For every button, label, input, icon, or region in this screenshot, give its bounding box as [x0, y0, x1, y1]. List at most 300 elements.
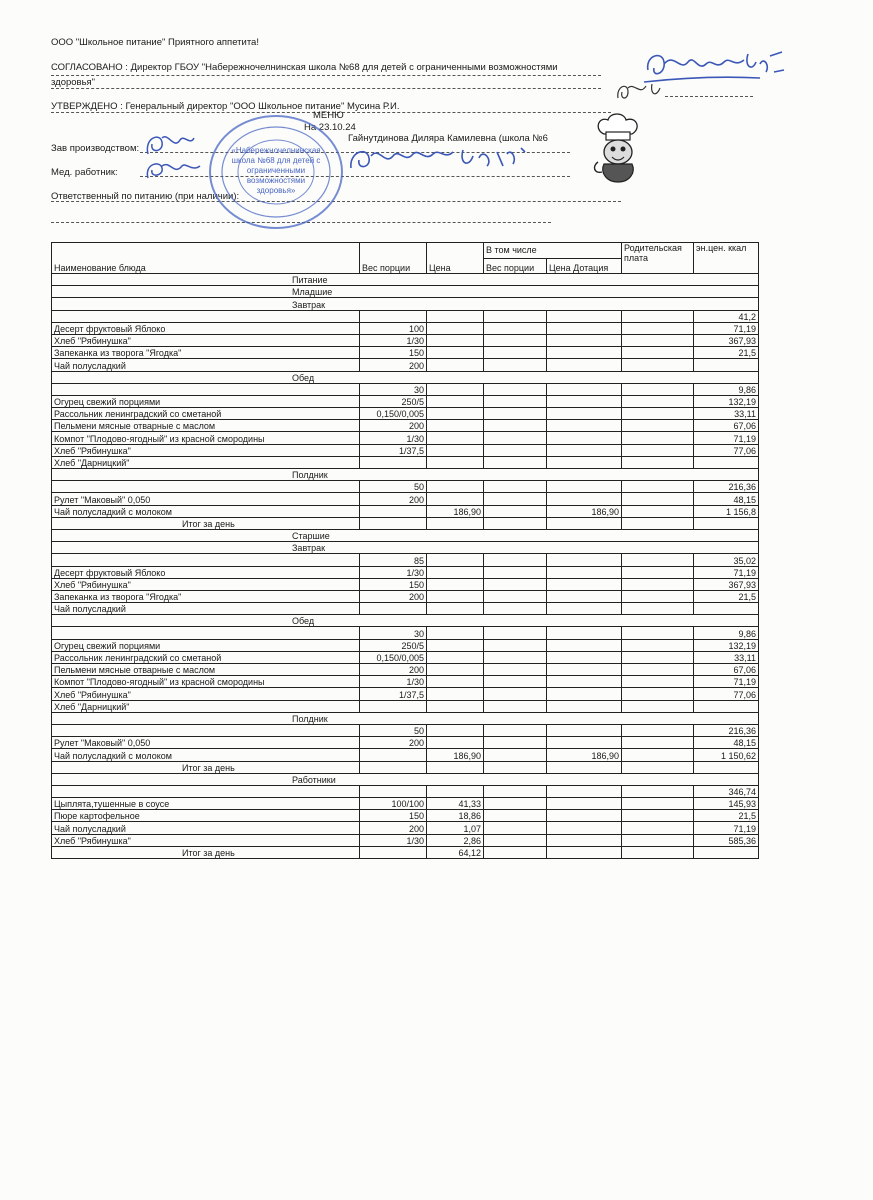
kcal-cell: 9,86 [694, 627, 759, 639]
dish-name-cell: Огурец свежий порциями [52, 395, 360, 407]
agreed-underline-2 [51, 88, 601, 89]
kcal-cell [694, 761, 759, 773]
table-row [52, 334, 759, 346]
seal-line-1: «Набережночелнинская [231, 146, 321, 155]
responsible-label: Ответственный по питанию (при наличии): [51, 191, 240, 202]
portion-cell: 100 [360, 322, 427, 334]
dish-name-cell: Хлеб "Рябинушка" [52, 578, 360, 590]
col-header-price: Цена [427, 243, 484, 274]
subsidy-price-cell [547, 420, 622, 432]
dish-name-cell: Компот "Плодово-ягодный" из красной смородины [52, 432, 360, 444]
medic-signature [140, 156, 210, 184]
table-row [52, 310, 759, 322]
section-label: Обед [52, 371, 759, 383]
agreed-underline [51, 75, 601, 76]
parent-fee-cell [622, 798, 694, 810]
subsidy-price-cell [547, 383, 622, 395]
dish-name-cell: Десерт фруктовый Яблоко [52, 322, 360, 334]
sub-portion-cell [484, 359, 547, 371]
parent-fee-cell [622, 456, 694, 468]
subsidy-price-cell [547, 846, 622, 858]
table-row [52, 737, 759, 749]
price-cell [427, 664, 484, 676]
subsidy-price-cell [547, 432, 622, 444]
price-cell [427, 517, 484, 529]
sub-portion-cell [484, 505, 547, 517]
price-cell [427, 334, 484, 346]
subsidy-price-cell [547, 578, 622, 590]
sub-portion-cell [484, 785, 547, 797]
table-row [52, 798, 759, 810]
table-row [52, 505, 759, 517]
portion-cell [360, 761, 427, 773]
parent-fee-cell [622, 408, 694, 420]
parent-fee-cell [622, 822, 694, 834]
table-row [52, 322, 759, 334]
sub-portion-cell [484, 444, 547, 456]
table-row [52, 676, 759, 688]
portion-cell [360, 456, 427, 468]
parent-fee-cell [622, 481, 694, 493]
kcal-cell: 21,5 [694, 810, 759, 822]
portion-cell: 50 [360, 481, 427, 493]
parent-fee-cell [622, 651, 694, 663]
table-row [52, 724, 759, 736]
subsidy-price-cell [547, 737, 622, 749]
price-cell: 18,86 [427, 810, 484, 822]
total-row [52, 761, 759, 773]
sub-portion-cell [484, 456, 547, 468]
kcal-cell: 9,86 [694, 383, 759, 395]
dish-name-cell: Цыплята,тушенные в соусе [52, 798, 360, 810]
kcal-cell [694, 603, 759, 615]
sub-portion-cell [484, 651, 547, 663]
col-header-energy: эн.цен. ккал [694, 243, 759, 274]
seal-line-3: ограниченными [246, 166, 306, 175]
table-row [52, 456, 759, 468]
dish-name-cell [52, 554, 360, 566]
approved-line: УТВЕРЖДЕНО : Генеральный директор "ООО Школьное питание" Мусина Р.И. [51, 101, 400, 112]
price-cell [427, 456, 484, 468]
agreed-line-continued: здоровья" [51, 77, 96, 88]
table-row [52, 493, 759, 505]
dish-name-cell: Хлеб "Дарницкий" [52, 456, 360, 468]
parent-fee-cell [622, 383, 694, 395]
dish-name-cell: Итог за день [52, 761, 360, 773]
parent-fee-cell [622, 737, 694, 749]
sub-portion-cell [484, 420, 547, 432]
kcal-cell: 67,06 [694, 664, 759, 676]
price-cell [427, 603, 484, 615]
parent-fee-cell [622, 554, 694, 566]
portion-cell: 100/100 [360, 798, 427, 810]
subsidy-price-cell [547, 688, 622, 700]
price-cell [427, 310, 484, 322]
subsidy-price-cell [547, 481, 622, 493]
subsidy-price-cell [547, 334, 622, 346]
price-cell: 2,86 [427, 834, 484, 846]
price-cell [427, 566, 484, 578]
company-line: ООО "Школьное питание" Приятного аппетита! [51, 37, 259, 48]
kcal-cell: 41,2 [694, 310, 759, 322]
portion-cell [360, 517, 427, 529]
dish-name-cell: Хлеб "Рябинушка" [52, 444, 360, 456]
table-row [52, 432, 759, 444]
subsidy-price-cell [547, 517, 622, 529]
approved-sign-line [665, 96, 753, 97]
portion-cell: 200 [360, 737, 427, 749]
section-row [52, 529, 759, 541]
price-cell [427, 627, 484, 639]
dish-name-cell: Хлеб "Рябинушка" [52, 334, 360, 346]
section-row [52, 286, 759, 298]
portion-cell [360, 749, 427, 761]
kcal-cell [694, 517, 759, 529]
kcal-cell: 367,93 [694, 334, 759, 346]
portion-cell [360, 310, 427, 322]
kcal-cell [694, 359, 759, 371]
parent-fee-cell [622, 724, 694, 736]
col-header-portion: Вес порции [360, 243, 427, 274]
price-cell [427, 432, 484, 444]
total-row [52, 846, 759, 858]
table-row [52, 834, 759, 846]
table-row [52, 383, 759, 395]
subsidy-price-cell [547, 359, 622, 371]
kcal-cell: 35,02 [694, 554, 759, 566]
subsidy-price-cell [547, 590, 622, 602]
nurse-signature [345, 138, 545, 178]
parent-fee-cell [622, 359, 694, 371]
col-header-parent: Родительская плата [622, 243, 694, 274]
sub-portion-cell [484, 737, 547, 749]
price-cell [427, 737, 484, 749]
table-row [52, 603, 759, 615]
sub-portion-cell [484, 395, 547, 407]
parent-fee-cell [622, 505, 694, 517]
dish-name-cell: Итог за день [52, 846, 360, 858]
table-row [52, 822, 759, 834]
seal-line-5: здоровья» [256, 186, 296, 195]
portion-cell: 1/37,5 [360, 444, 427, 456]
subsidy-price-cell [547, 456, 622, 468]
sub-portion-cell [484, 432, 547, 444]
portion-cell: 1/37,5 [360, 688, 427, 700]
dish-name-cell: Чай полусладкий с молоком [52, 505, 360, 517]
section-row [52, 542, 759, 554]
portion-cell: 250/5 [360, 395, 427, 407]
section-label: Старшие [52, 529, 759, 541]
price-cell [427, 420, 484, 432]
portion-cell [360, 846, 427, 858]
section-label: Завтрак [52, 298, 759, 310]
portion-cell: 200 [360, 359, 427, 371]
section-row [52, 469, 759, 481]
kcal-cell: 21,5 [694, 590, 759, 602]
kcal-cell: 1 150,62 [694, 749, 759, 761]
section-label: Полдник [52, 469, 759, 481]
table-row [52, 688, 759, 700]
section-label: Завтрак [52, 542, 759, 554]
kcal-cell: 585,36 [694, 834, 759, 846]
subsidy-price-cell [547, 566, 622, 578]
table-row [52, 444, 759, 456]
agreed-line: СОГЛАСОВАНО : Директор ГБОУ "Набережночелнинская школа №68 для детей с ограниченными возможностями [51, 62, 558, 73]
menu-table [51, 242, 759, 859]
organization-seal [206, 112, 346, 232]
portion-cell: 200 [360, 493, 427, 505]
price-cell: 41,33 [427, 798, 484, 810]
dish-name-cell: Рассольник ленинградский со сметаной [52, 651, 360, 663]
approved-signature [612, 76, 672, 106]
table-header-row-1 [52, 243, 759, 259]
sub-portion-cell [484, 639, 547, 651]
table-row [52, 810, 759, 822]
sub-portion-cell [484, 590, 547, 602]
sub-portion-cell [484, 664, 547, 676]
parent-fee-cell [622, 834, 694, 846]
dish-name-cell: Запеканка из творога "Ягодка" [52, 347, 360, 359]
portion-cell: 0,150/0,005 [360, 408, 427, 420]
parent-fee-cell [622, 761, 694, 773]
dish-name-cell: Запеканка из творога "Ягодка" [52, 590, 360, 602]
sub-portion-cell [484, 481, 547, 493]
subsidy-price-cell [547, 444, 622, 456]
kcal-cell [694, 700, 759, 712]
sub-portion-cell [484, 834, 547, 846]
seal-line-4: возможностями [246, 176, 306, 185]
table-row [52, 481, 759, 493]
sub-portion-cell [484, 566, 547, 578]
parent-fee-cell [622, 334, 694, 346]
table-row [52, 785, 759, 797]
dish-name-cell: Чай полусладкий с молоком [52, 749, 360, 761]
price-cell [427, 700, 484, 712]
section-row [52, 274, 759, 286]
parent-fee-cell [622, 664, 694, 676]
subsidy-price-cell [547, 822, 622, 834]
sub-portion-cell [484, 347, 547, 359]
subsidy-price-cell [547, 493, 622, 505]
table-row [52, 627, 759, 639]
price-cell [427, 590, 484, 602]
table-row [52, 639, 759, 651]
subsidy-price-cell [547, 554, 622, 566]
parent-fee-cell [622, 347, 694, 359]
subsidy-price-cell [547, 785, 622, 797]
dish-name-cell: Чай полусладкий [52, 359, 360, 371]
dish-name-cell [52, 383, 360, 395]
portion-cell: 30 [360, 383, 427, 395]
table-row [52, 566, 759, 578]
kcal-cell: 48,15 [694, 493, 759, 505]
portion-cell: 200 [360, 664, 427, 676]
kcal-cell: 48,15 [694, 737, 759, 749]
portion-cell: 250/5 [360, 639, 427, 651]
kcal-cell: 77,06 [694, 444, 759, 456]
portion-cell: 200 [360, 420, 427, 432]
portion-cell [360, 785, 427, 797]
parent-fee-cell [622, 639, 694, 651]
menu-title: МЕНЮ [313, 110, 344, 121]
head-of-production-label: Зав производством: [51, 143, 140, 154]
dish-name-cell: Пельмени мясные отварные с маслом [52, 420, 360, 432]
dish-name-cell [52, 481, 360, 493]
sub-portion-cell [484, 688, 547, 700]
section-label: Младшие [52, 286, 759, 298]
kcal-cell: 132,19 [694, 639, 759, 651]
kcal-cell: 33,11 [694, 408, 759, 420]
portion-cell: 50 [360, 724, 427, 736]
subsidy-price-cell [547, 676, 622, 688]
table-row [52, 347, 759, 359]
subsidy-price-cell [547, 834, 622, 846]
subsidy-price-cell [547, 651, 622, 663]
kcal-cell: 1 156,8 [694, 505, 759, 517]
sub-portion-cell [484, 517, 547, 529]
portion-cell: 1/30 [360, 566, 427, 578]
parent-fee-cell [622, 322, 694, 334]
total-row [52, 517, 759, 529]
table-row [52, 395, 759, 407]
table-row [52, 554, 759, 566]
subsidy-price-cell [547, 761, 622, 773]
sub-portion-cell [484, 822, 547, 834]
subsidy-price-cell [547, 798, 622, 810]
sub-portion-cell [484, 603, 547, 615]
price-cell [427, 639, 484, 651]
dish-name-cell: Чай полусладкий [52, 603, 360, 615]
portion-cell: 1/30 [360, 834, 427, 846]
price-cell: 64,12 [427, 846, 484, 858]
subsidy-price-cell [547, 395, 622, 407]
dish-name-cell [52, 627, 360, 639]
kcal-cell: 71,19 [694, 322, 759, 334]
section-label: Питание [52, 274, 759, 286]
portion-cell: 0,150/0,005 [360, 651, 427, 663]
sub-portion-cell [484, 310, 547, 322]
kcal-cell: 216,36 [694, 481, 759, 493]
table-row [52, 749, 759, 761]
section-row [52, 615, 759, 627]
sub-portion-cell [484, 493, 547, 505]
col-header-sub-price: Цена Дотация [547, 258, 622, 274]
parent-fee-cell [622, 627, 694, 639]
subsidy-price-cell [547, 408, 622, 420]
portion-cell: 85 [360, 554, 427, 566]
portion-cell: 150 [360, 347, 427, 359]
parent-fee-cell [622, 676, 694, 688]
section-row [52, 712, 759, 724]
sub-portion-cell [484, 810, 547, 822]
kcal-cell: 367,93 [694, 578, 759, 590]
table-row [52, 651, 759, 663]
table-row [52, 700, 759, 712]
kcal-cell: 71,19 [694, 566, 759, 578]
portion-cell: 150 [360, 578, 427, 590]
price-cell: 1,07 [427, 822, 484, 834]
portion-cell: 150 [360, 810, 427, 822]
table-row [52, 590, 759, 602]
subsidy-price-cell [547, 639, 622, 651]
parent-fee-cell [622, 420, 694, 432]
price-cell [427, 651, 484, 663]
price-cell [427, 724, 484, 736]
price-cell [427, 408, 484, 420]
col-header-including: В том числе [484, 243, 622, 259]
price-cell [427, 359, 484, 371]
sub-portion-cell [484, 846, 547, 858]
medic-label: Мед. работник: [51, 167, 118, 178]
sub-portion-cell [484, 334, 547, 346]
dish-name-cell [52, 310, 360, 322]
seal-line-2: школа №68 для детей с [231, 156, 321, 165]
parent-fee-cell [622, 517, 694, 529]
section-row [52, 371, 759, 383]
price-cell [427, 761, 484, 773]
portion-cell: 30 [360, 627, 427, 639]
subsidy-price-cell [547, 310, 622, 322]
table-row [52, 408, 759, 420]
sub-portion-cell [484, 322, 547, 334]
portion-cell: 200 [360, 590, 427, 602]
kcal-cell: 33,11 [694, 651, 759, 663]
parent-fee-cell [622, 846, 694, 858]
parent-fee-cell [622, 566, 694, 578]
portion-cell [360, 603, 427, 615]
portion-cell [360, 505, 427, 517]
price-cell [427, 383, 484, 395]
portion-cell: 1/30 [360, 432, 427, 444]
parent-fee-cell [622, 590, 694, 602]
table-row [52, 664, 759, 676]
parent-fee-cell [622, 749, 694, 761]
head-of-production-name: Гайнутдинова Диляра Камилевна (школа №6 [348, 133, 548, 144]
portion-cell: 200 [360, 822, 427, 834]
price-cell [427, 347, 484, 359]
dish-name-cell: Хлеб "Рябинушка" [52, 834, 360, 846]
price-cell [427, 395, 484, 407]
kcal-cell: 67,06 [694, 420, 759, 432]
dish-name-cell: Хлеб "Дарницкий" [52, 700, 360, 712]
sub-portion-cell [484, 627, 547, 639]
dish-name-cell: Компот "Плодово-ягодный" из красной смородины [52, 676, 360, 688]
subsidy-price-cell [547, 322, 622, 334]
portion-cell: 1/30 [360, 676, 427, 688]
kcal-cell [694, 846, 759, 858]
sub-portion-cell [484, 700, 547, 712]
portion-cell: 1/30 [360, 334, 427, 346]
parent-fee-cell [622, 700, 694, 712]
section-label: Полдник [52, 712, 759, 724]
price-cell [427, 481, 484, 493]
dish-name-cell: Десерт фруктовый Яблоко [52, 566, 360, 578]
portion-cell [360, 700, 427, 712]
section-row [52, 298, 759, 310]
table-row [52, 578, 759, 590]
section-label: Работники [52, 773, 759, 785]
chef-mascot-image [590, 112, 648, 184]
dish-name-cell: Хлеб "Рябинушка" [52, 688, 360, 700]
price-cell [427, 444, 484, 456]
kcal-cell: 346,74 [694, 785, 759, 797]
subsidy-price-cell [547, 810, 622, 822]
section-label: Обед [52, 615, 759, 627]
price-cell: 186,90 [427, 505, 484, 517]
table-row [52, 359, 759, 371]
price-cell [427, 578, 484, 590]
subsidy-price-cell: 186,90 [547, 749, 622, 761]
